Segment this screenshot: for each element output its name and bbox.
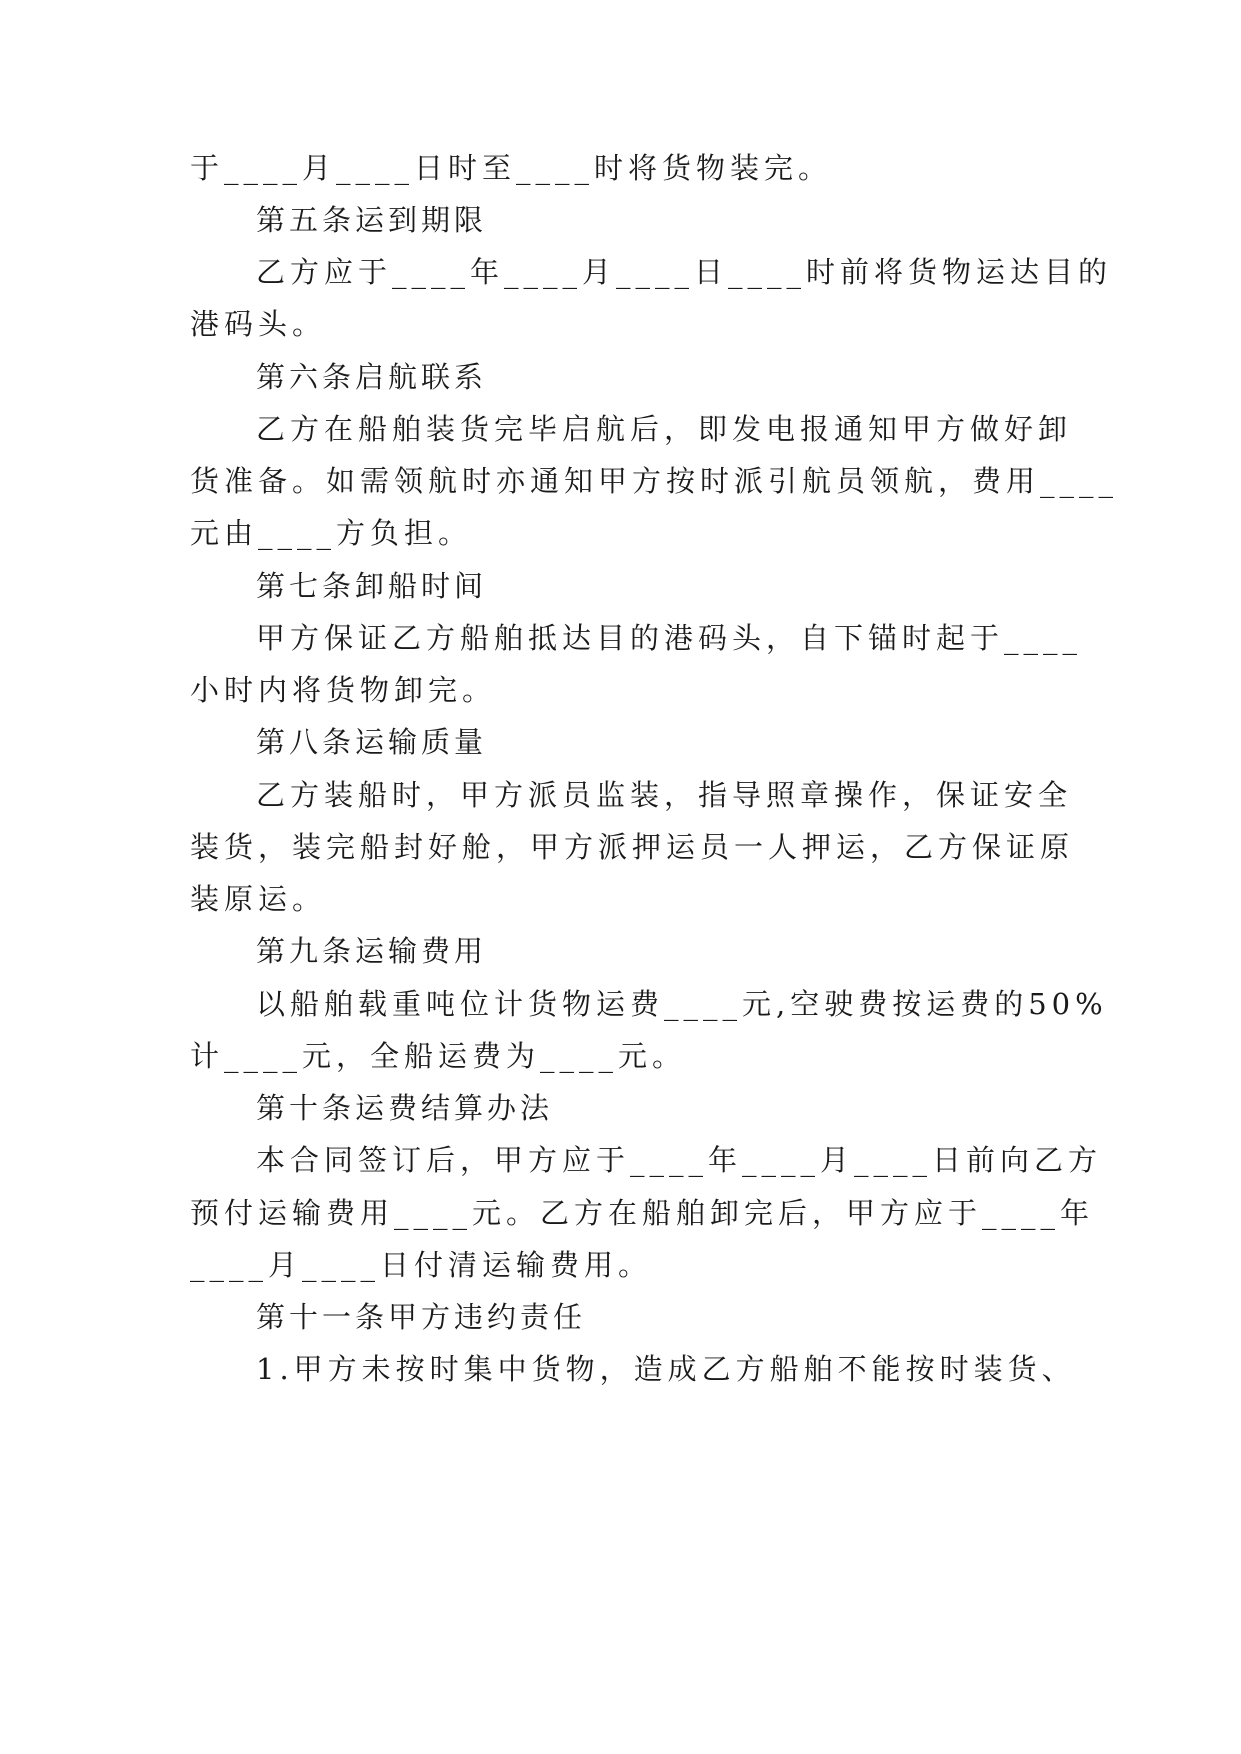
- text-line: 预付运输费用____元。乙方在船舶卸完后，甲方应于____年: [190, 1196, 1095, 1230]
- text-line: 港码头。: [190, 307, 327, 341]
- text-line: 装货，装完船封好舱，甲方派押运员一人押运，乙方保证原: [190, 830, 1075, 864]
- text-line: 本合同签订后，甲方应于____年____月____日前向乙方: [256, 1143, 1103, 1177]
- text-line: 小时内将货物卸完。: [190, 673, 497, 707]
- text-line: 乙方在船舶装货完毕启航后，即发电报通知甲方做好卸: [256, 412, 1073, 446]
- text-line: 计____元，全船运费为____元。: [190, 1039, 687, 1073]
- text-line: ____月____日付清运输费用。: [190, 1248, 653, 1282]
- text-line: 元由____方负担。: [190, 516, 473, 550]
- article-7-heading: 第七条卸船时间: [256, 569, 488, 603]
- text-line: 以船舶载重吨位计货物运费____元,空驶费按运费的50%: [256, 987, 1108, 1021]
- text-line: 装原运。: [190, 882, 327, 916]
- text-line: 货准备。如需领航时亦通知甲方按时派引航员领航，费用____: [190, 464, 1119, 498]
- text-line: 乙方应于____年____月____日____时前将货物运达目的: [256, 255, 1113, 289]
- article-5-heading: 第五条运到期限: [256, 203, 488, 237]
- article-8-heading: 第八条运输质量: [256, 725, 488, 759]
- article-9-heading: 第九条运输费用: [256, 934, 488, 968]
- article-10-heading: 第十条运费结算办法: [256, 1091, 554, 1125]
- list-item: 1.甲方未按时集中货物，造成乙方船舶不能按时装货、: [256, 1352, 1076, 1386]
- article-11-heading: 第十一条甲方违约责任: [256, 1300, 587, 1334]
- text-line: 于____月____日时至____时将货物装完。: [190, 151, 833, 185]
- text-line: 甲方保证乙方船舶抵达目的港码头，自下锚时起于____: [256, 621, 1083, 655]
- article-6-heading: 第六条启航联系: [256, 360, 488, 394]
- text-line: 乙方装船时，甲方派员监装，指导照章操作，保证安全: [256, 778, 1073, 812]
